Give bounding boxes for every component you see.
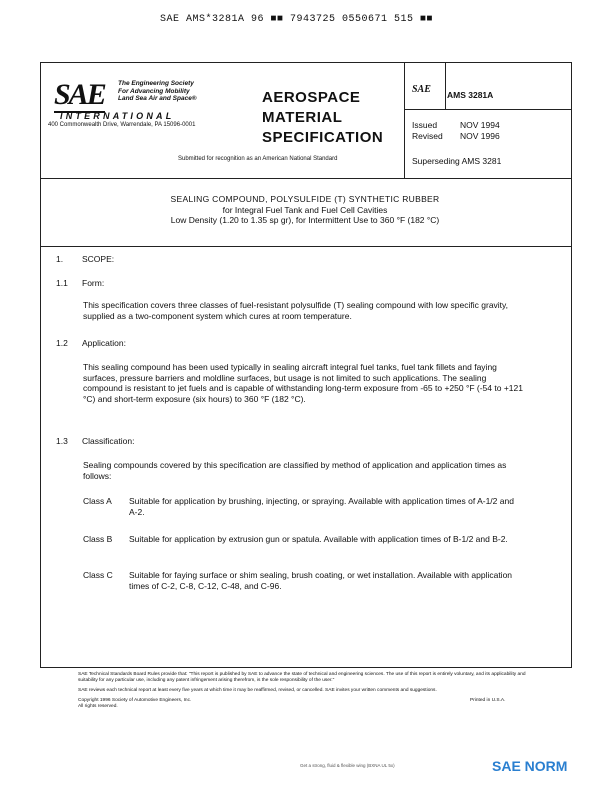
sae-norm-watermark: SAE NORM bbox=[492, 758, 568, 774]
header-divider bbox=[41, 178, 571, 179]
title-divider bbox=[41, 246, 571, 247]
sae-address: 400 Commonwealth Drive, Warrendale, PA 15096-0001 bbox=[48, 122, 196, 128]
section-1-1-heading: 1.1 Form: bbox=[56, 278, 105, 288]
class-label: Class A bbox=[83, 496, 112, 506]
sae-small-logo: SAE bbox=[412, 84, 431, 95]
international-label: INTERNATIONAL bbox=[60, 111, 175, 121]
ams-number: AMS 3281A bbox=[447, 90, 494, 100]
specification-title: SEALING COMPOUND, POLYSULFIDE (T) SYNTHETIC RUBBER for Integral Fuel Tank and Fuel Cell Cavities Low Density (1.20 to 1.35 sp gr), for Intermittent Use to 360 °F (182 °C) bbox=[170, 194, 440, 225]
section-1-heading: 1. SCOPE: bbox=[56, 254, 115, 264]
ansi-submission-note: Submitted for recognition as an American National Standard bbox=[178, 156, 338, 162]
technical-board-rules: SAE Technical Standards Board Rules provide that: "This report is published by SAE to advance the state of technical and engineering sciences. The use of this report is entirely voluntary, and its applicability and suitability for any particular use, including any patent infringement arising therefrom, is the sole responsibility of the user." bbox=[78, 672, 526, 683]
issue-dates bbox=[412, 120, 500, 142]
header-column-divider bbox=[404, 63, 405, 178]
revised-date: NOV 1996 bbox=[460, 131, 500, 141]
footer-notes bbox=[78, 672, 528, 710]
bottom-scan-code: Get a strong, fluid & flexible wing (BXNA UL 5x) bbox=[300, 763, 395, 768]
section-1-3-heading: 1.3 Classification: bbox=[56, 436, 135, 446]
revised-label: Revised bbox=[412, 131, 443, 141]
section-1-1-text: This specification covers three classes of fuel-resistant polysulfide (T) sealing compound with low specific gravity, supplied as a two-component system which cures at room temperature. bbox=[83, 300, 509, 321]
class-label: Class B bbox=[83, 534, 113, 544]
sae-logo: SAE bbox=[54, 78, 105, 111]
sae-tagline: The Engineering Society For Advancing Mobility Land Sea Air and Space® bbox=[118, 80, 197, 102]
document-type-title: AEROSPACE MATERIAL SPECIFICATION bbox=[262, 89, 384, 146]
ams-box-divider bbox=[445, 63, 446, 109]
section-1-2-text: This sealing compound has been used typically in sealing aircraft integral fuel tanks, fuel tank fillets and faying surfaces, pressure barriers and moldline surfaces, but usage is not limited to such applications. The sealing compound is resistant to jet fuels and is capable of withstanding long-term exposure from -65 to +250 °F (-54 to +121 °C) and short-term exposure (six hours) to 360 °F (182 °C). bbox=[83, 362, 523, 404]
class-description: Suitable for faying surface or shim sealing, brush coating, or wet installation. Available with application times of C-2, C-8, C-12, C-48, and C-96. bbox=[129, 570, 513, 591]
document-control-code: SAE AMS*3281A 96 ■■ 7943725 0550671 515 ■■ bbox=[160, 14, 434, 25]
section-1-3-text: Sealing compounds covered by this specification are classified by method of application and application times as follows: bbox=[83, 460, 507, 481]
class-label: Class C bbox=[83, 570, 113, 580]
class-description: Suitable for application by brushing, injecting, or spraying. Available with application times of A-1/2 and A-2. bbox=[129, 496, 514, 517]
section-1-2-heading: 1.2 Application: bbox=[56, 338, 126, 348]
ams-box-bottom bbox=[404, 109, 571, 110]
class-description: Suitable for application by extrusion gun or spatula. Available with application times of B-1/2 and B-2. bbox=[129, 534, 508, 544]
issued-date: NOV 1994 bbox=[460, 120, 500, 130]
issued-label: Issued bbox=[412, 120, 438, 130]
superseding-note: Superseding AMS 3281 bbox=[412, 156, 502, 166]
review-note: SAE reviews each technical report at least every five years at which time it may be reaffirmed, revised, or cancelled. SAE invites your written comments and suggestions. bbox=[78, 688, 437, 693]
printed-in: Printed in U.S.A. bbox=[470, 698, 506, 703]
copyright-block: Copyright 1996 Society of Automotive Engineers, Inc. All rights reserved. Printed in U.S.A. bbox=[78, 698, 506, 709]
